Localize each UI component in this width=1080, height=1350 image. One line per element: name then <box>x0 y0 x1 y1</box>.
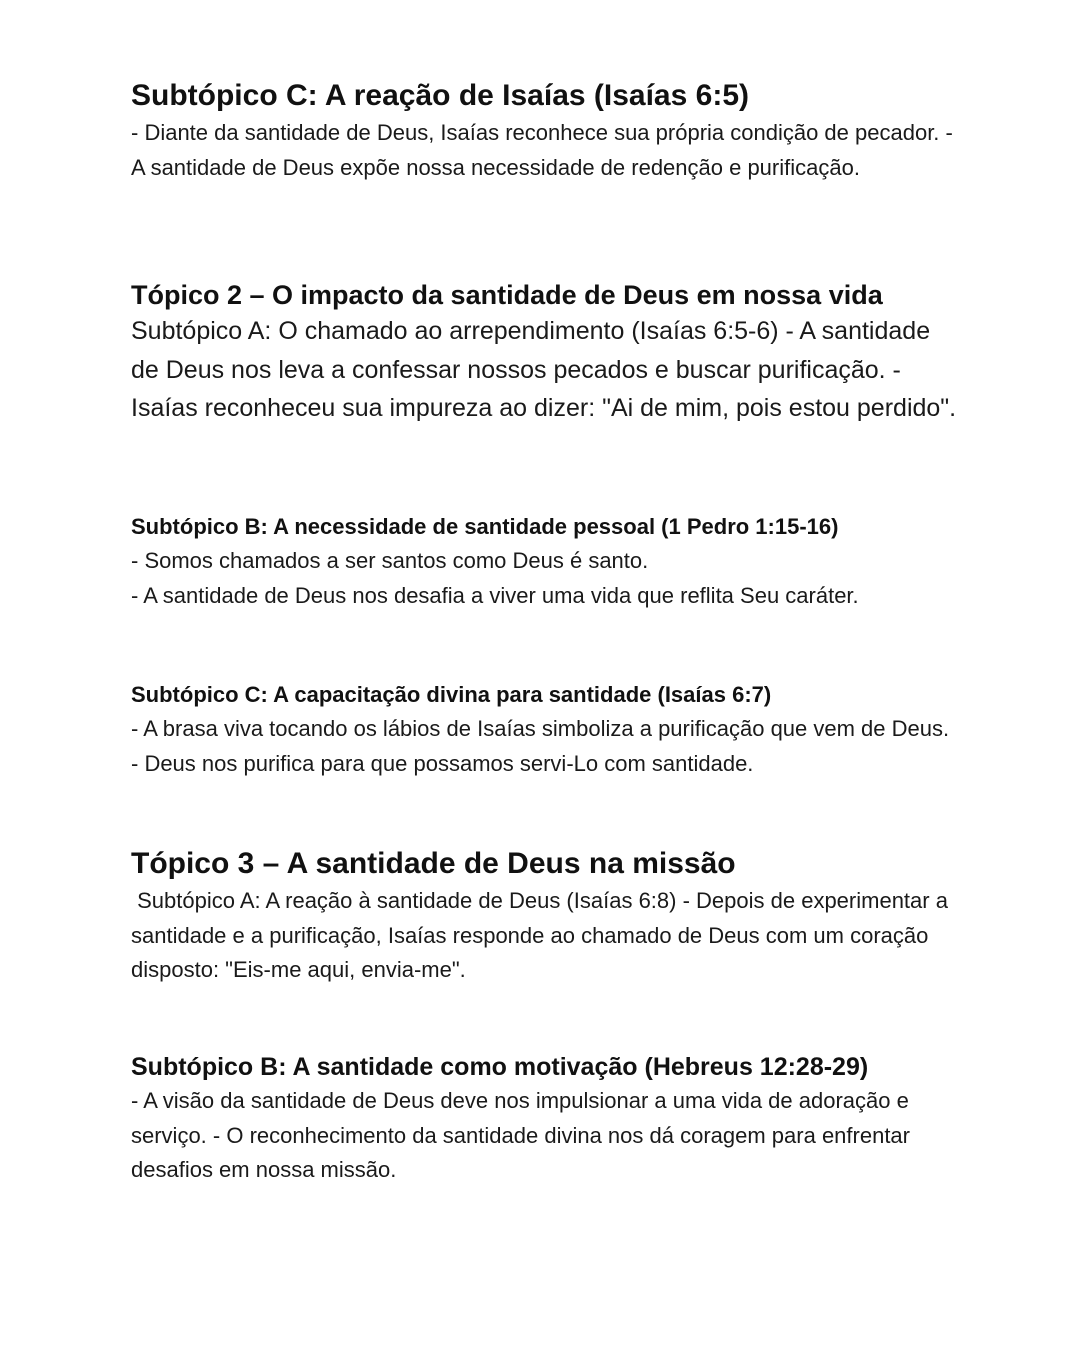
section-heading: Subtópico B: A necessidade de santidade pessoal (1 Pedro 1:15-16) <box>131 514 839 539</box>
section-subtopico-b-motivacao <box>131 1050 961 1188</box>
section-heading: Subtópico C: A reação de Isaías (Isaías 6:5) <box>131 79 749 112</box>
section-body: - Diante da santidade de Deus, Isaías reconhece sua própria condição de pecador. - A santidade de Deus expõe nossa necessidade de redenção e purificação. <box>131 120 953 180</box>
section-topico-2 <box>131 278 961 428</box>
section-body <box>131 712 961 781</box>
section-topico-3 <box>131 846 961 988</box>
section-body: - A visão da santidade de Deus deve nos impulsionar a uma vida de adoração e serviço. - O reconhecimento da santidade divina nos dá coragem para enfrentar desafios em nossa missão. <box>131 1088 910 1182</box>
section-body: Subtópico A: A reação à santidade de Deus (Isaías 6:8) - Depois de experimentar a santidade e a purificação, Isaías responde ao chamado de Deus com um coração disposto: "Eis-me aqui, envia-me". <box>131 888 955 982</box>
body-line: - Somos chamados a ser santos como Deus é santo. <box>131 548 649 573</box>
body-line: - Deus nos purifica para que possamos servi-Lo com santidade. <box>131 750 754 776</box>
section-heading: Tópico 3 – A santidade de Deus na missão <box>131 847 736 880</box>
body-line: - A brasa viva tocando os lábios de Isaías simboliza a purificação que vem de Deus. <box>131 716 950 741</box>
section-subtopico-c-reacao <box>131 78 961 185</box>
section-subtopico-b-santidade-pessoal <box>131 513 961 613</box>
section-body <box>131 544 961 613</box>
section-heading: Subtópico C: A capacitação divina para santidade (Isaías 6:7) <box>131 682 772 707</box>
body-line: - A santidade de Deus nos desafia a viver uma vida que reflita Seu caráter. <box>131 582 859 608</box>
section-subtopico-c-capacitacao <box>131 681 961 781</box>
section-body: Subtópico A: O chamado ao arrependimento (Isaías 6:5-6) - A santidade de Deus nos leva a confessar nossos pecados e buscar purificação. - Isaías reconheceu sua impureza ao dizer: "Ai de mim, pois estou perdido". <box>131 317 957 422</box>
section-heading: Subtópico B: A santidade como motivação (Hebreus 12:28-29) <box>131 1053 869 1081</box>
section-heading: Tópico 2 – O impacto da santidade de Deus em nossa vida <box>131 280 883 310</box>
